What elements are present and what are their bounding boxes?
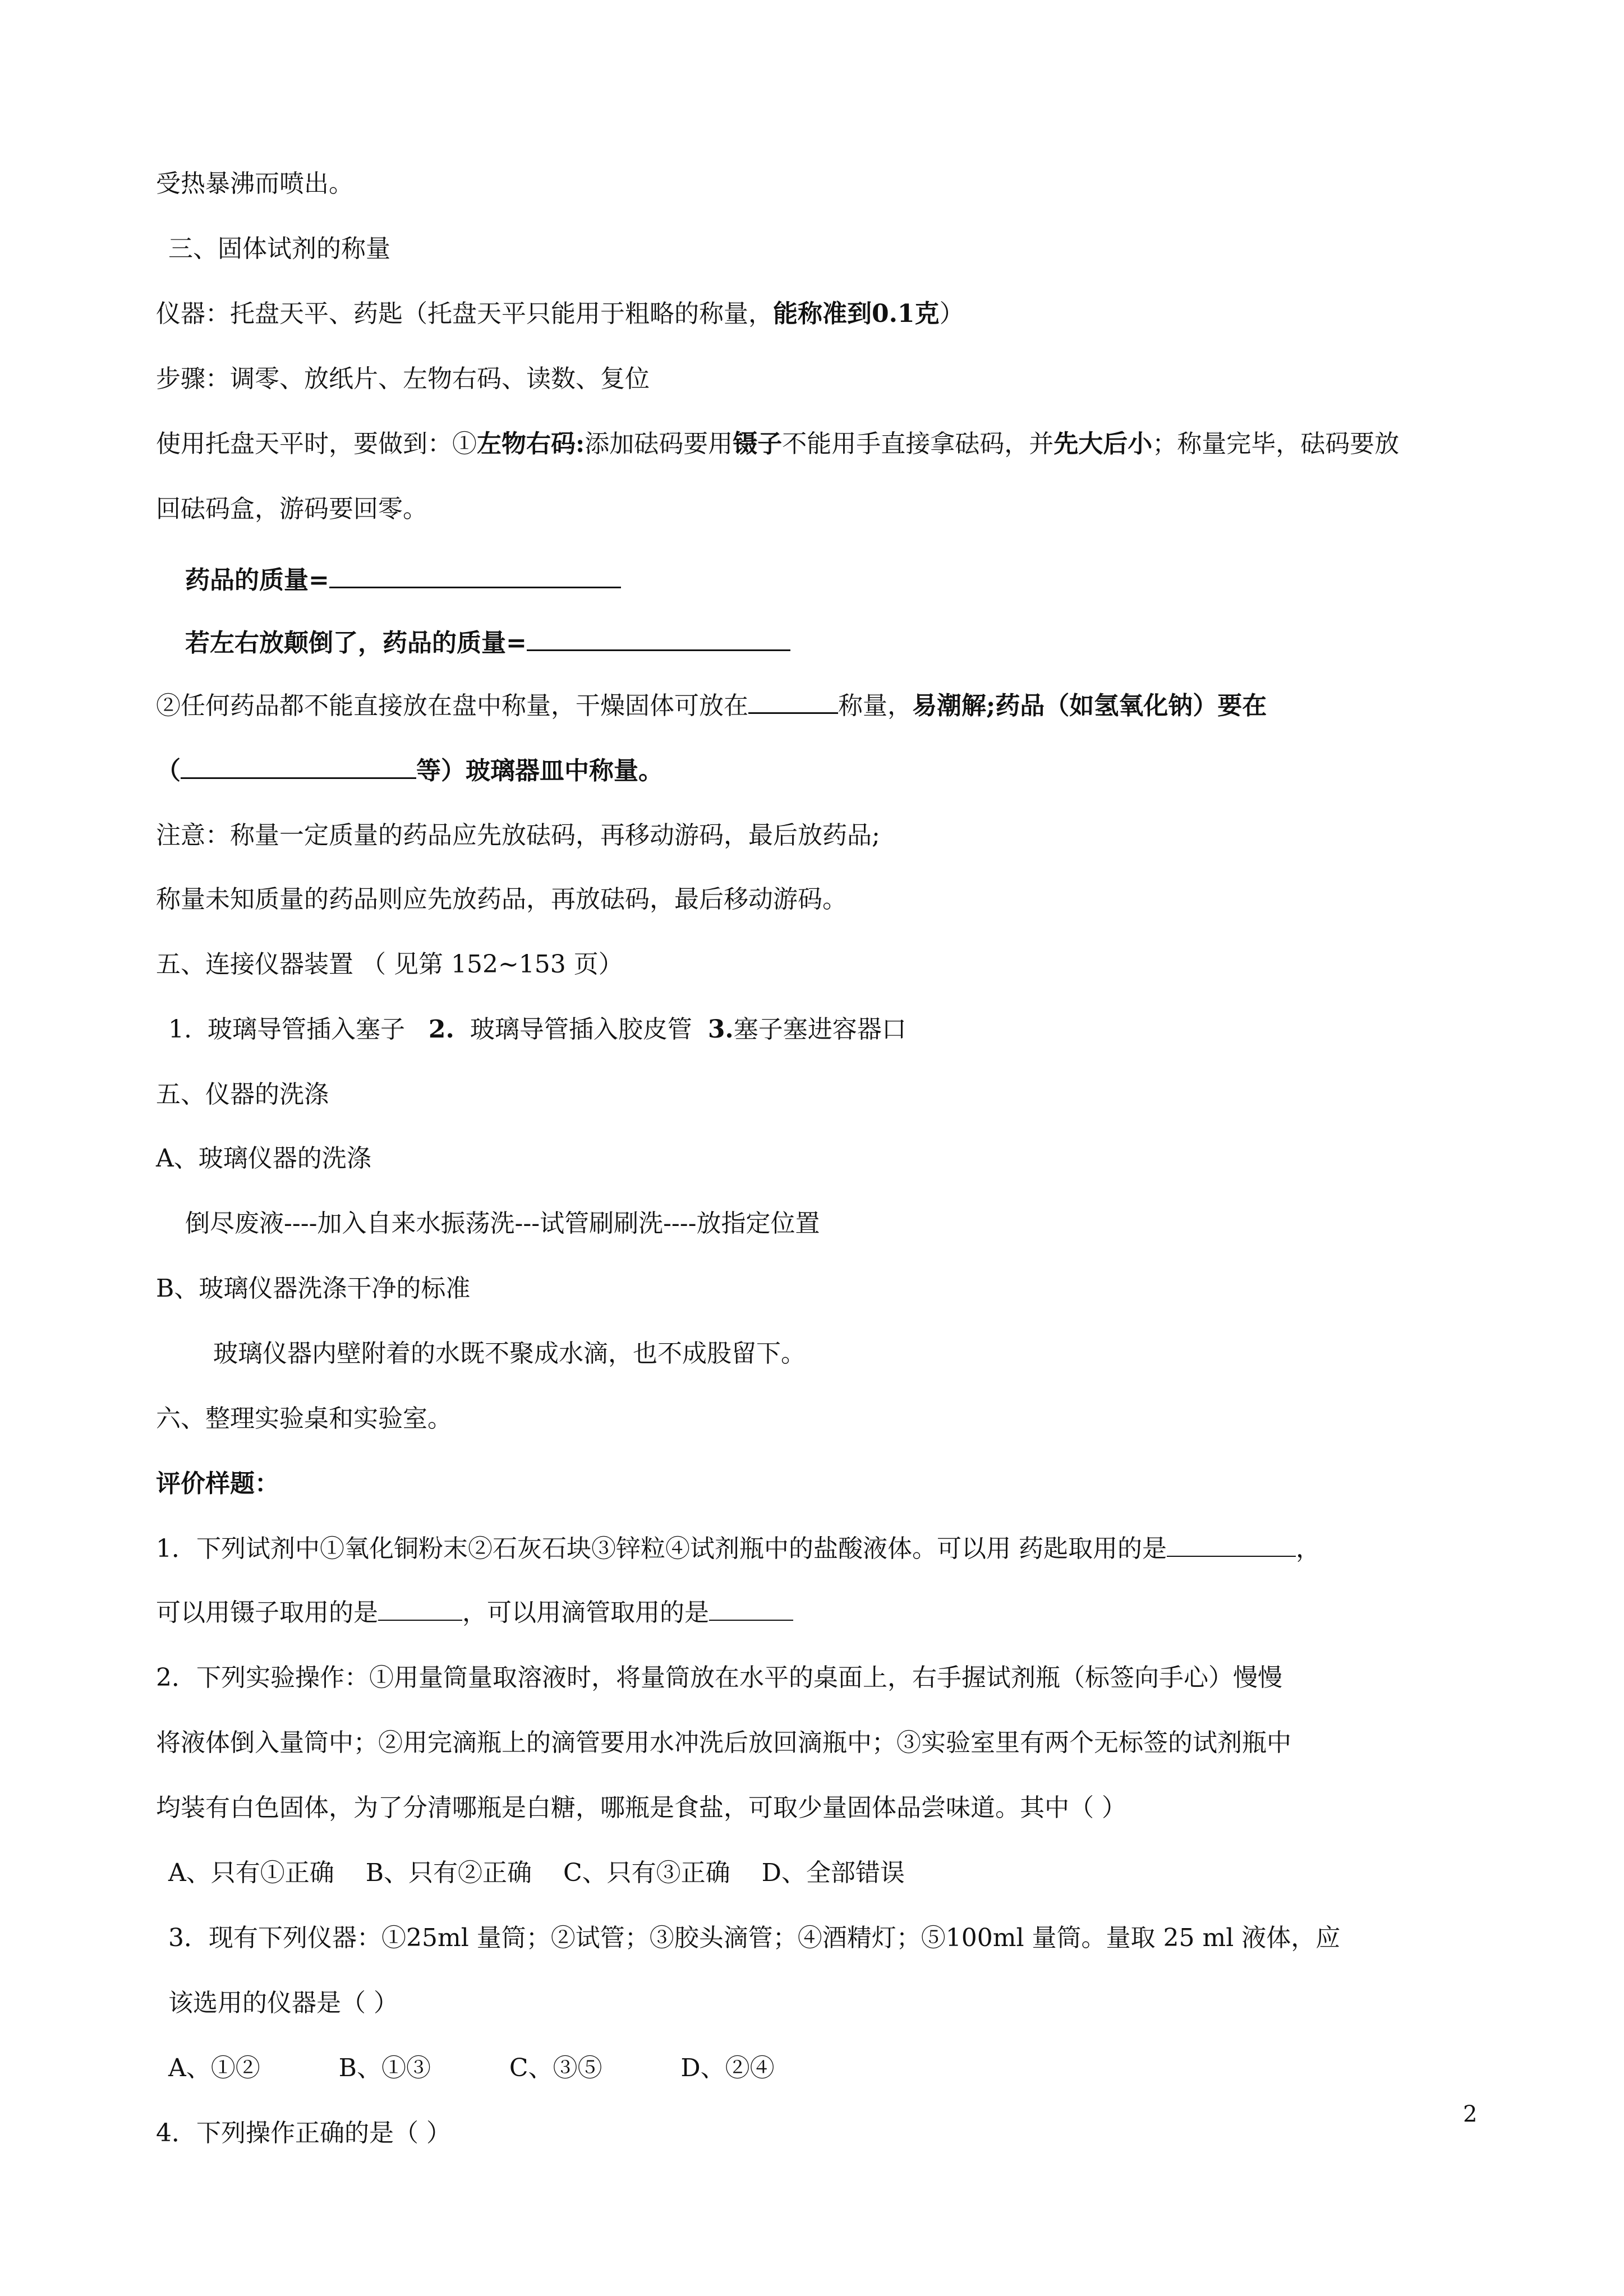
question-line — [168, 1922, 1340, 1954]
sub-heading — [156, 1273, 470, 1304]
line-text: 玻璃导管插入胶皮管 — [454, 1015, 708, 1044]
bold-text: 3. — [707, 1015, 734, 1044]
text-line — [156, 690, 1267, 722]
bold-text: 左物右码: — [477, 430, 585, 458]
line-text: 回砝码盒，游码要回零。 — [156, 495, 427, 523]
text-line — [156, 168, 353, 200]
bold-text: 若左右放颠倒了，药品的质量= — [185, 629, 527, 657]
answer-blank — [181, 755, 416, 779]
bold-text: 能称准到0.1克 — [773, 299, 940, 328]
bold-text: 易潮解;药品（如氢氧化钠）要在 — [912, 691, 1267, 720]
answer-blank — [1167, 1533, 1296, 1557]
text-line — [168, 1014, 907, 1045]
bold-text: 先大后小 — [1053, 430, 1153, 458]
page-number: 2 — [1463, 2101, 1478, 2127]
question-line — [168, 1988, 398, 2019]
fill-in-line — [185, 564, 621, 596]
section-heading — [156, 1079, 329, 1110]
line-text: 受热暴沸而喷出。 — [156, 169, 353, 198]
fill-in-line — [156, 755, 663, 787]
line-text: 玻璃仪器内壁附着的水既不聚成水滴，也不成股留下。 — [213, 1339, 806, 1368]
line-text: ②任何药品都不能直接放在盘中称量，干燥固体可放在 — [156, 691, 748, 720]
line-text: 不能用手直接拿砝码，并 — [782, 430, 1054, 458]
section-heading — [168, 233, 390, 265]
line-text: ，可以用滴管取用的是 — [462, 1598, 709, 1627]
text-line — [185, 1208, 820, 1239]
bold-text: 2. — [428, 1015, 454, 1044]
line-text: 3．现有下列仪器：①25ml 量筒；②试管；③胶头滴管；④酒精灯；⑤100ml 量筒。量取 25 ml 液体，应 — [168, 1924, 1341, 1952]
bold-text: 评价样题： — [156, 1469, 279, 1498]
line-text: 将液体倒入量筒中；②用完滴瓶上的滴管要用水冲洗后放回滴瓶中；③实验室里有两个无标签的试剂瓶中 — [156, 1728, 1291, 1757]
fill-in-line — [185, 627, 790, 659]
question-line — [156, 1792, 1126, 1824]
question-line — [156, 2118, 451, 2149]
answer-blank — [378, 1597, 462, 1621]
line-text: B、玻璃仪器洗涤干净的标准 — [156, 1274, 471, 1303]
line-text: ） — [939, 299, 964, 328]
bold-text: 镊子 — [733, 430, 783, 458]
line-text: 注意：称量一定质量的药品应先放砝码，再移动游码，最后放药品; — [156, 821, 880, 850]
answer-blank — [709, 1597, 793, 1621]
answer-options — [168, 1857, 905, 1889]
line-text: 仪器：托盘天平、药匙（托盘天平只能用于粗略的称量， — [156, 299, 773, 328]
line-text: 五、仪器的洗涤 — [156, 1080, 329, 1109]
text-line — [156, 428, 1399, 460]
bold-text: （ — [156, 757, 181, 785]
line-text: ；称量完毕，砝码要放 — [1152, 430, 1400, 458]
text-line — [156, 494, 427, 525]
line-text: 倒尽废液----加入自来水振荡洗---试管刷刷洗----放指定位置 — [185, 1209, 820, 1238]
bold-text: 等）玻璃器皿中称量。 — [416, 757, 663, 785]
line-text: 步骤：调零、放纸片、左物右码、读数、复位 — [156, 365, 650, 393]
bold-text: 药品的质量= — [185, 566, 329, 594]
line-text: 称量， — [838, 691, 912, 720]
answer-blank — [527, 627, 790, 651]
section-heading — [156, 1403, 452, 1435]
line-text: 均装有白色固体，为了分清哪瓶是白糖，哪瓶是食盐，可取少量固体品尝味道。其中（ ） — [156, 1794, 1126, 1822]
line-text: 2．下列实验操作：①用量筒量取溶液时，将量筒放在水平的桌面上，右手握试剂瓶（标签向手心）慢慢 — [156, 1663, 1282, 1692]
line-text: 三、固体试剂的称量 — [168, 234, 390, 263]
line-text: 六、整理实验桌和实验室。 — [156, 1404, 452, 1433]
line-text: ， — [1295, 1534, 1321, 1563]
sub-heading — [156, 1143, 371, 1174]
text-line — [213, 1338, 806, 1370]
text-line — [156, 363, 650, 395]
question-line — [156, 1662, 1282, 1694]
answer-blank — [329, 564, 621, 588]
text-line — [156, 298, 964, 330]
line-text: 使用托盘天平时，要做到：① — [156, 430, 477, 458]
line-text: 塞子塞进容器口 — [733, 1015, 907, 1044]
section-heading — [156, 949, 623, 980]
question-line — [156, 1533, 1321, 1565]
text-line — [156, 884, 847, 915]
question-line — [156, 1597, 793, 1629]
line-text: 该选用的仪器是（ ） — [168, 1989, 398, 2017]
line-text: 4．下列操作正确的是（ ） — [156, 2119, 451, 2147]
question-line — [156, 1727, 1291, 1759]
answer-options — [168, 2053, 775, 2084]
answer-blank — [748, 690, 838, 714]
line-text: A、只有①正确 B、只有②正确 C、只有③正确 D、全部错误 — [168, 1859, 905, 1887]
line-text: 五、连接仪器装置 （ 见第 152~153 页） — [156, 950, 623, 979]
section-heading — [156, 1468, 279, 1500]
line-text: 添加砝码要用 — [585, 430, 733, 458]
line-text: 可以用镊子取用的是 — [156, 1598, 378, 1627]
line-text: A、①② B、①③ C、③⑤ D、②④ — [168, 2054, 775, 2082]
line-text: 1．下列试剂中①氧化铜粉末②石灰石块③锌粒④试剂瓶中的盐酸液体。可以用 药匙取用的是 — [156, 1534, 1167, 1563]
line-text: A、玻璃仪器的洗涤 — [156, 1144, 371, 1173]
line-text: 1. 玻璃导管插入塞子 — [168, 1015, 429, 1044]
text-line — [156, 820, 880, 851]
line-text: 称量未知质量的药品则应先放药品，再放砝码，最后移动游码。 — [156, 885, 847, 914]
